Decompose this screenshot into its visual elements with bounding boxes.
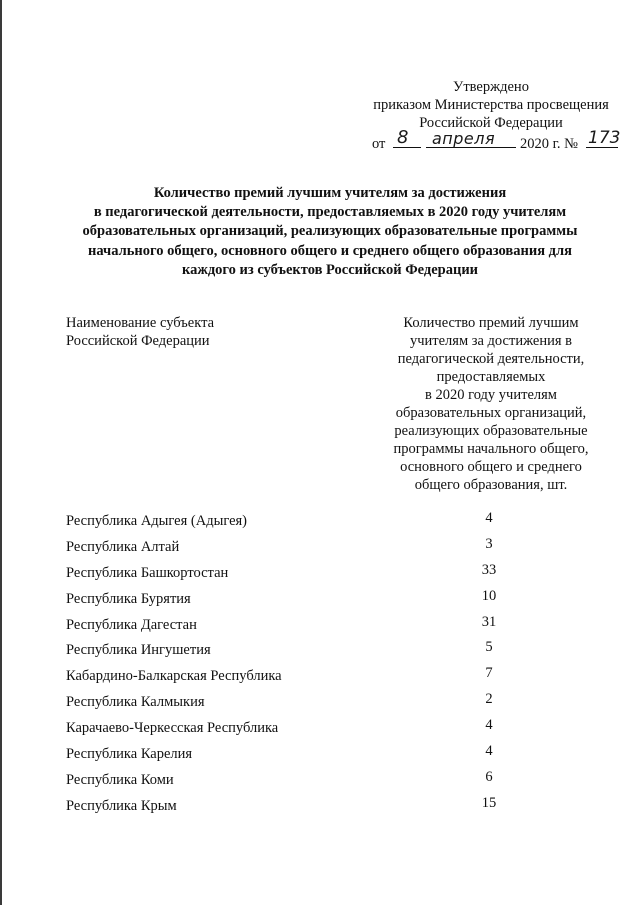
column-header-line: предоставляемых <box>436 369 546 385</box>
document-title <box>50 184 610 280</box>
table-row <box>66 665 586 691</box>
column-header-region <box>66 314 306 350</box>
column-header-line: Количество премий лучшим <box>403 315 579 331</box>
column-header-line: общего образования, шт. <box>414 477 568 493</box>
title-line: Количество премий лучшим учителям за достижения <box>153 185 507 201</box>
table-row <box>66 743 586 769</box>
from-label: от <box>372 136 386 152</box>
table-row <box>66 717 586 743</box>
award-count: 2 <box>485 691 493 708</box>
order-day: 8 <box>397 127 409 148</box>
award-count: 4 <box>485 510 493 526</box>
region-name: Республика Дагестан <box>66 616 197 633</box>
order-issuer-line2: Российской Федерации <box>419 115 563 131</box>
table-row <box>66 510 586 536</box>
region-name: Республика Калмыкия <box>66 694 205 711</box>
column-header-line: реализующих образовательные <box>394 423 588 439</box>
award-count: 4 <box>485 717 493 734</box>
table-row <box>66 536 586 562</box>
column-header-line: Российской Федерации <box>66 333 210 349</box>
table-row <box>66 588 586 614</box>
title-line: начального общего, основного общего и среднего общего образования для <box>88 242 572 259</box>
column-header-count <box>375 314 607 494</box>
award-count: 7 <box>485 665 493 682</box>
region-table <box>66 510 586 821</box>
table-row <box>66 562 586 588</box>
award-count: 15 <box>481 794 497 811</box>
award-count: 3 <box>485 535 493 552</box>
column-header-line: Наименование субъекта <box>66 315 215 331</box>
order-date-number <box>360 127 622 155</box>
order-number: 173 <box>588 128 621 148</box>
region-name: Республика Бурятия <box>66 590 191 607</box>
award-count: 10 <box>481 587 497 604</box>
award-count: 5 <box>485 639 493 656</box>
order-year-label: 2020 г. № <box>520 136 579 152</box>
award-count: 6 <box>485 768 493 785</box>
column-header-line: педагогической деятельности, <box>397 351 585 367</box>
title-line: каждого из субъектов Российской Федерации <box>181 261 479 278</box>
table-row <box>66 639 586 665</box>
region-name: Республика Башкортостан <box>66 564 229 581</box>
order-month: апреля <box>432 129 496 148</box>
region-name: Республика Алтай <box>66 538 180 555</box>
region-name: Карачаево-Черкесская Республика <box>66 720 279 737</box>
region-name: Республика Коми <box>66 771 174 788</box>
title-line: образовательных организаций, реализующих образовательные программы <box>82 223 578 240</box>
column-header-line: образовательных организаций, <box>395 405 587 421</box>
approved-label: Утверждено <box>453 79 529 95</box>
award-count: 31 <box>481 613 497 630</box>
region-name: Республика Ингушетия <box>66 642 211 659</box>
region-name: Республика Карелия <box>66 746 193 763</box>
table-row <box>66 795 586 821</box>
column-header-line: в 2020 году учителям <box>425 387 557 403</box>
region-name: Республика Крым <box>66 797 177 814</box>
column-header-line: учителям за достижения в <box>409 333 572 349</box>
table-row <box>66 691 586 717</box>
table-row <box>66 614 586 640</box>
approval-stamp <box>360 78 622 155</box>
table-row <box>66 769 586 795</box>
award-count: 33 <box>481 561 497 578</box>
column-header-line: программы начального общего, <box>393 441 589 457</box>
award-count: 4 <box>485 743 493 760</box>
region-name: Кабардино-Балкарская Республика <box>66 668 282 685</box>
region-name: Республика Адыгея (Адыгея) <box>66 513 248 529</box>
column-header-line: основного общего и среднего <box>400 459 582 475</box>
order-issuer-line1: приказом Министерства просвещения <box>373 97 609 113</box>
page-left-edge <box>0 0 2 905</box>
title-line: в педагогической деятельности, предоставляемых в 2020 году учителям <box>93 204 567 221</box>
